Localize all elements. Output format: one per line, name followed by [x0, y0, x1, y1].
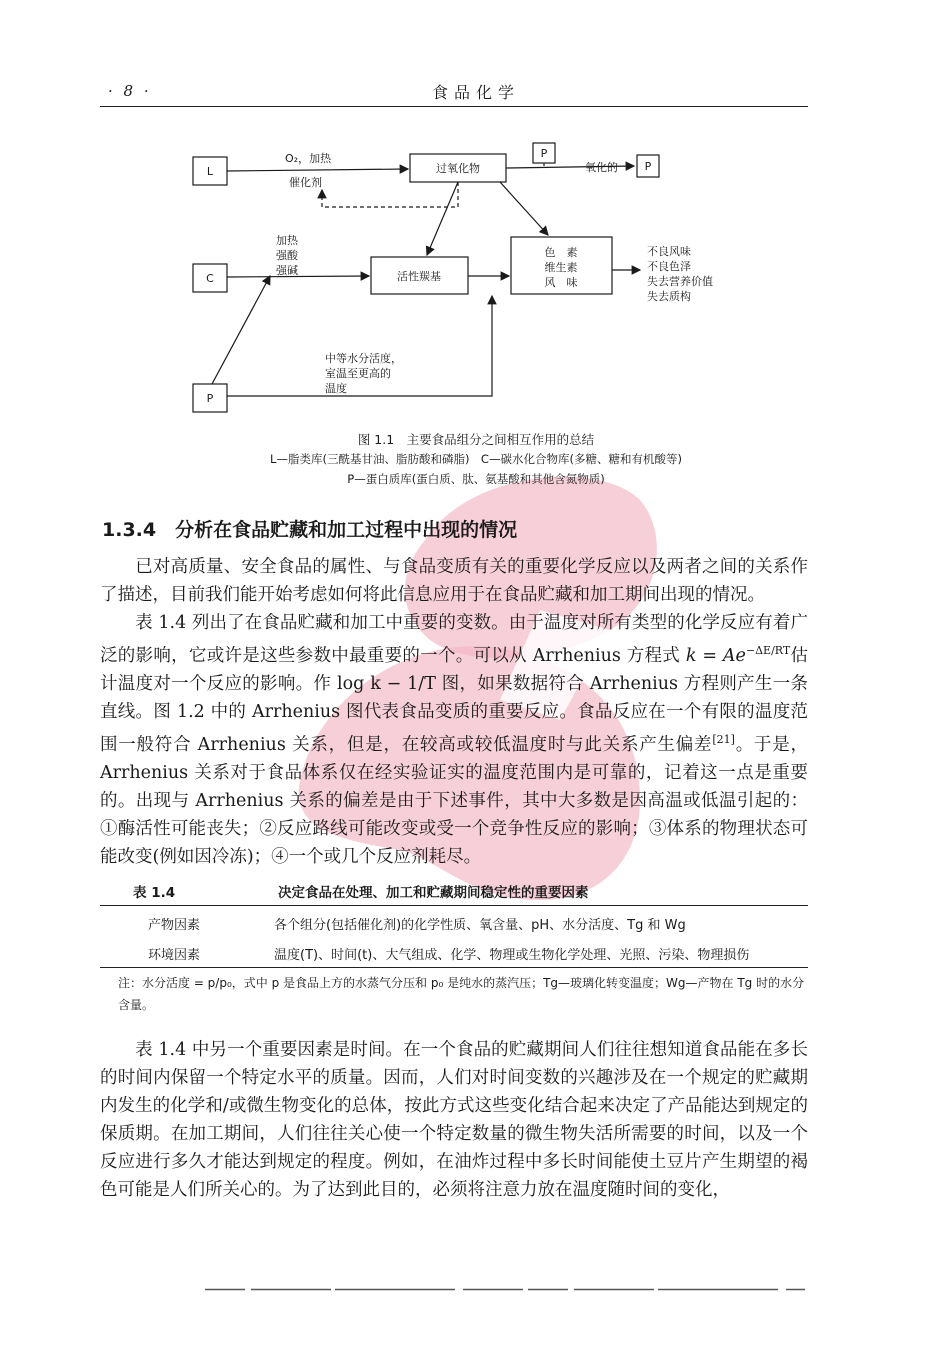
table-title: 决定食品在处理、加工和贮藏期间稳定性的重要因素	[278, 885, 589, 901]
label-outcome-2: 不良色泽	[647, 260, 691, 273]
svg-text:P: P	[644, 160, 652, 173]
label-oxidized: 氧化的	[585, 161, 618, 174]
paragraph-intro: 已对高质量、安全食品的属性、与食品变质有关的重要化学反应以及两者之间的关系作了描述，目前我们能开始考虑如何将此信息应用于在食品贮藏和加工期间出现的情况。	[100, 557, 808, 605]
page-number: · 8 ·	[108, 82, 152, 100]
table-row-1-factor: 产物因素	[148, 918, 201, 933]
arrhenius-equation: k = Ae	[685, 645, 746, 666]
box-effects	[511, 237, 612, 294]
box-peroxides	[410, 154, 506, 182]
box-p-right	[637, 155, 659, 177]
label-outcome-3: 失去营养价值	[647, 275, 713, 288]
label-water-3: 温度	[325, 382, 347, 395]
svg-text:风 味: 风 味	[544, 276, 578, 289]
svg-text:C: C	[206, 272, 214, 285]
table-note: 注：水分活度 = p/p₀，式中 p 是食品上方的水蒸气分压和 p₀ 是纯水的蒸汽压；Tg—玻璃化转变温度；Wg—产物在 Tg 时的水分含量。	[118, 976, 805, 1012]
table-bottom-rule	[100, 967, 808, 968]
box-c	[193, 264, 227, 292]
box-p-top	[533, 143, 555, 163]
figure-caption-title: 图 1.1 主要食品组分之间相互作用的总结	[357, 432, 595, 447]
label-water-2: 室温至更高的	[325, 367, 391, 380]
svg-text:L: L	[206, 165, 214, 178]
svg-text:过氧化物: 过氧化物	[436, 162, 480, 175]
label-heat-2: 强酸	[276, 249, 298, 262]
svg-text:活性羰基: 活性羰基	[397, 270, 441, 283]
interaction-diagram	[0, 0, 952, 430]
running-title: 食品化学	[431, 83, 520, 102]
table-row-2-detail: 温度(T)、时间(t)、大气组成、化学、物理或生物化学处理、光照、污染、物理损伤	[274, 948, 750, 963]
label-catalyst: 催化剂	[289, 176, 322, 189]
label-water-1: 中等水分活度，	[325, 352, 402, 365]
svg-text:P: P	[540, 147, 548, 160]
table-row-2-factor: 环境因素	[148, 948, 201, 963]
paragraph-arrhenius: 表 1.4 列出了在食品贮藏和加工中重要的变数。由于温度对所有类型的化学反应有着广泛的影响，它或许是这些参数中最重要的一个。可以从 Arrhenius 方程式 $k = Ae^{-\Delta E/RT}$估计温度对一个反应的影响。作 log k − 1/T 图，如果数据符合 Arrhenius 方程则产生一条直线。图 1.2 中的 Arrhenius 图代表食品变质的重要反应。食品反应在一个有限的温度范围一般符合 Arrhenius 关系，但是，在较高或较低温度时与此关系产生偏差[21]。于是，Arrhenius 关系对于食品体系仅在经实验证实的温度范围内是可靠的，记着这一点是重要的。出现与 Arrhenius 关系的偏差是由于下述事件，其中大多数是因高温或低温引起的：①酶活性可能丧失；②反应路线可能改变或受一个竞争性反应的影响；③体系的物理状态可能改变(例如因冷冻)；④一个或几个反应剂耗尽。	[100, 613, 809, 867]
table-top-rule	[100, 905, 808, 906]
label-outcome-4: 失去质构	[647, 290, 691, 303]
footer-scan-line	[205, 1288, 805, 1291]
svg-text:维生素: 维生素	[544, 261, 578, 274]
box-l	[193, 157, 227, 185]
section-heading: 1.3.4 分析在食品贮藏和加工过程中出现的情况	[102, 519, 518, 541]
svg-text:色 素: 色 素	[544, 246, 578, 259]
label-heat-3: 强碱	[276, 264, 298, 277]
table-row-1-detail: 各个组分(包括催化剂)的化学性质、氧含量、pH、水分活度、Tg 和 Wg	[274, 918, 686, 933]
label-heat-1: 加热	[276, 234, 298, 247]
label-o2-heat: O₂，加热	[285, 152, 332, 165]
figure-caption-line2: P—蛋白质库(蛋白质、肽、氨基酸和其他含氮物质)	[347, 472, 605, 486]
box-p-bottom	[193, 384, 227, 412]
figure-caption-line1: L—脂类库(三酰基甘油、脂肪酸和磷脂) C—碳水化合物库(多糖、糖和有机酸等)	[270, 452, 682, 466]
citation-ref: [21]	[712, 732, 735, 746]
paragraph-time: 表 1.4 中另一个重要因素是时间。在一个食品的贮藏期间人们往往想知道食品能在多长的时间内保留一个特定水平的质量。因而，人们对时间变数的兴趣涉及在一个规定的贮藏期内发生的化学和/或微生物变化的总体，按此方式这些变化结合起来决定了产品能达到规定的保质期。在加工期间，人们往往关心使一个特定数量的微生物失活所需要的时间，以及一个反应进行多久才能达到规定的程度。例如，在油炸过程中多长时间能使土豆片产生期望的褐色可能是人们所关心的。为了达到此目的，必须将注意力放在温度随时间的变化，	[100, 1040, 808, 1200]
svg-text:P: P	[206, 392, 214, 405]
label-outcome-1: 不良风味	[647, 245, 691, 258]
table-label: 表 1.4	[133, 885, 176, 901]
box-active-carbonyl	[371, 257, 468, 294]
